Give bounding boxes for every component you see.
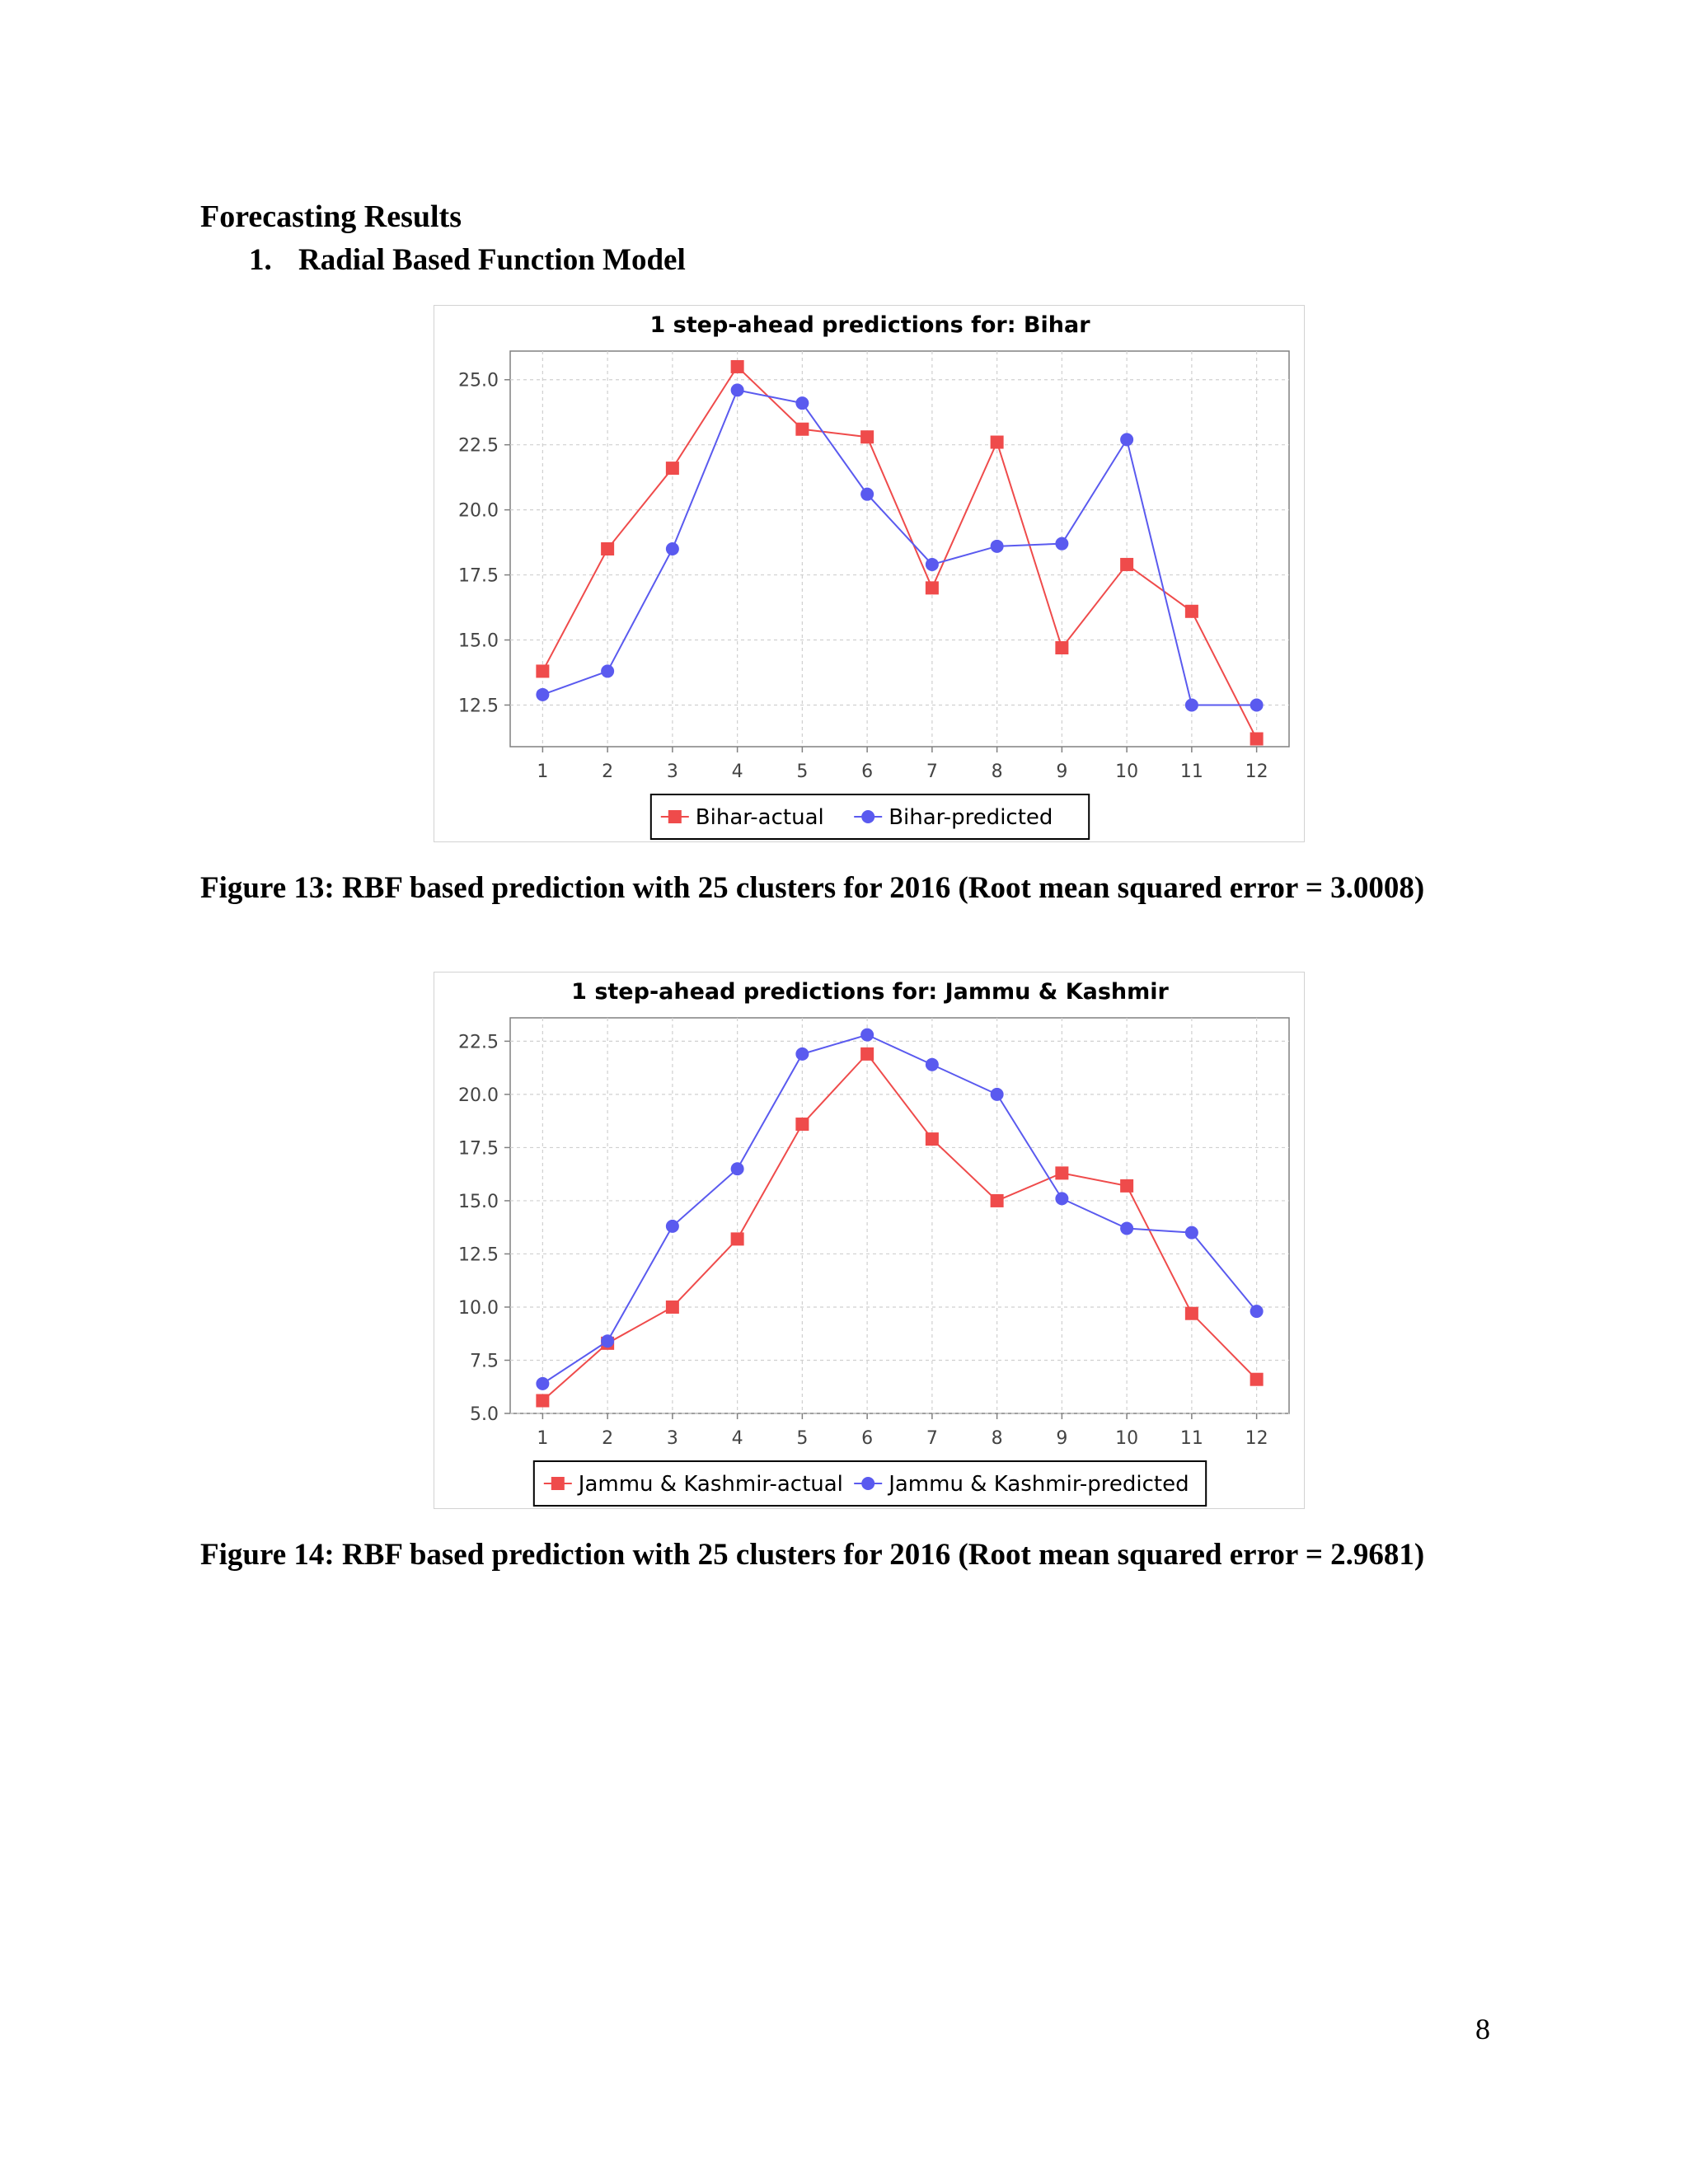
x-tick-label: 4 [731, 762, 743, 782]
x-tick-label: 4 [731, 1428, 743, 1449]
y-tick-label: 12.5 [458, 696, 499, 717]
data-point-square [1250, 1373, 1264, 1386]
x-tick-label: 12 [1245, 1428, 1268, 1449]
data-point-circle [795, 1047, 809, 1061]
data-point-square [666, 1301, 679, 1314]
page-number: 8 [1475, 2013, 1490, 2046]
plot-area [510, 351, 1289, 747]
x-tick-label: 5 [796, 762, 809, 782]
x-tick-label: 11 [1179, 1428, 1203, 1449]
legend [534, 1461, 1206, 1506]
chart-title: 1 step-ahead predictions for: Jammu & Kashmir [571, 979, 1169, 1005]
data-point-square [926, 1132, 939, 1146]
x-tick-label: 10 [1115, 762, 1139, 782]
y-tick-label: 22.5 [458, 435, 499, 457]
data-point-square [1250, 733, 1264, 746]
data-point-square [795, 423, 809, 436]
data-point-square [1055, 1166, 1068, 1179]
y-tick-label: 17.5 [458, 1138, 499, 1160]
x-tick-label: 2 [602, 762, 614, 782]
data-point-circle [1185, 1226, 1198, 1240]
x-tick-label: 7 [926, 1428, 938, 1449]
x-tick-label: 9 [1056, 1428, 1068, 1449]
data-point-circle [1120, 1221, 1133, 1235]
data-point-square [1120, 558, 1133, 571]
data-point-circle [1250, 1305, 1264, 1318]
x-tick-label: 1 [537, 762, 549, 782]
data-point-circle [536, 688, 549, 701]
x-tick-label: 6 [861, 762, 874, 782]
section-heading: Forecasting Results [200, 199, 462, 234]
data-point-circle [1055, 537, 1068, 551]
x-tick-label: 7 [926, 762, 938, 782]
chart-title: 1 step-ahead predictions for: Bihar [649, 312, 1090, 338]
data-point-circle [1185, 698, 1198, 711]
y-tick-label: 12.5 [458, 1244, 499, 1266]
data-point-circle [926, 1058, 939, 1071]
data-point-circle [1055, 1192, 1068, 1205]
data-point-circle [991, 1088, 1004, 1101]
data-point-square [536, 664, 549, 677]
data-point-square [860, 1047, 874, 1061]
x-tick-label: 5 [796, 1428, 809, 1449]
figure-14-chart [434, 972, 1305, 1509]
x-tick-label: 3 [666, 762, 678, 782]
legend [651, 794, 1089, 839]
data-point-square [1055, 641, 1068, 654]
subsection-number: 1. [249, 243, 272, 277]
x-tick-label: 12 [1245, 762, 1268, 782]
data-point-square [731, 1232, 744, 1245]
y-tick-label: 25.0 [458, 370, 499, 391]
data-point-circle [795, 396, 809, 410]
legend-marker-circle [861, 810, 874, 823]
figure-14-caption: Figure 14: RBF based prediction with 25 clusters for 2016 (Root mean squared error = 2.9681) [200, 1538, 1425, 1572]
y-tick-label: 15.0 [458, 630, 499, 652]
x-tick-label: 3 [666, 1428, 678, 1449]
y-tick-label: 10.0 [458, 1297, 499, 1319]
data-point-circle [860, 488, 874, 501]
subsection-title: Radial Based Function Model [298, 243, 686, 277]
figure-13-chart [434, 305, 1305, 842]
plot-area [510, 1018, 1289, 1413]
data-point-square [1120, 1179, 1133, 1193]
legend-marker-circle [861, 1477, 874, 1490]
data-point-square [731, 360, 744, 373]
subsection-heading [249, 241, 686, 279]
x-tick-label: 8 [991, 762, 1003, 782]
data-point-square [795, 1118, 809, 1131]
chart-svg [434, 972, 1306, 1510]
x-tick-label: 9 [1056, 762, 1068, 782]
x-tick-label: 6 [861, 1428, 874, 1449]
data-point-circle [666, 542, 679, 555]
data-point-square [991, 436, 1004, 449]
y-tick-label: 17.5 [458, 565, 499, 587]
x-tick-label: 8 [991, 1428, 1003, 1449]
x-tick-label: 11 [1179, 762, 1203, 782]
legend-label: Jammu & Kashmir-actual [578, 1472, 843, 1497]
data-point-circle [926, 558, 939, 571]
x-tick-label: 10 [1115, 1428, 1139, 1449]
data-point-square [860, 430, 874, 443]
y-tick-label: 7.5 [470, 1351, 499, 1372]
data-point-square [926, 581, 939, 594]
legend-label: Bihar-predicted [889, 805, 1053, 830]
data-point-circle [731, 383, 744, 396]
data-point-circle [1120, 433, 1133, 446]
legend-label: Jammu & Kashmir-predicted [889, 1472, 1189, 1497]
figure-13-caption: Figure 13: RBF based prediction with 25 clusters for 2016 (Root mean squared error = 3.0008) [200, 871, 1425, 905]
x-tick-label: 1 [537, 1428, 549, 1449]
y-tick-label: 15.0 [458, 1191, 499, 1212]
data-point-circle [731, 1162, 744, 1175]
y-tick-label: 5.0 [470, 1404, 499, 1425]
y-tick-label: 22.5 [458, 1032, 499, 1053]
data-point-circle [601, 664, 614, 677]
legend-marker-square [551, 1477, 565, 1490]
legend-marker-square [668, 810, 682, 823]
data-point-circle [860, 1029, 874, 1042]
y-tick-label: 20.0 [458, 500, 499, 522]
data-point-square [601, 542, 614, 555]
data-point-square [1185, 605, 1198, 618]
y-tick-label: 20.0 [458, 1085, 499, 1106]
data-point-circle [991, 540, 1004, 553]
data-point-circle [601, 1334, 614, 1347]
data-point-circle [1250, 698, 1264, 711]
data-point-circle [536, 1377, 549, 1390]
data-point-square [991, 1194, 1004, 1207]
data-point-circle [666, 1220, 679, 1233]
data-point-square [666, 462, 679, 475]
data-point-square [1185, 1307, 1198, 1320]
legend-label: Bihar-actual [695, 805, 824, 830]
chart-svg [434, 306, 1306, 843]
data-point-square [536, 1394, 549, 1408]
x-tick-label: 2 [602, 1428, 614, 1449]
